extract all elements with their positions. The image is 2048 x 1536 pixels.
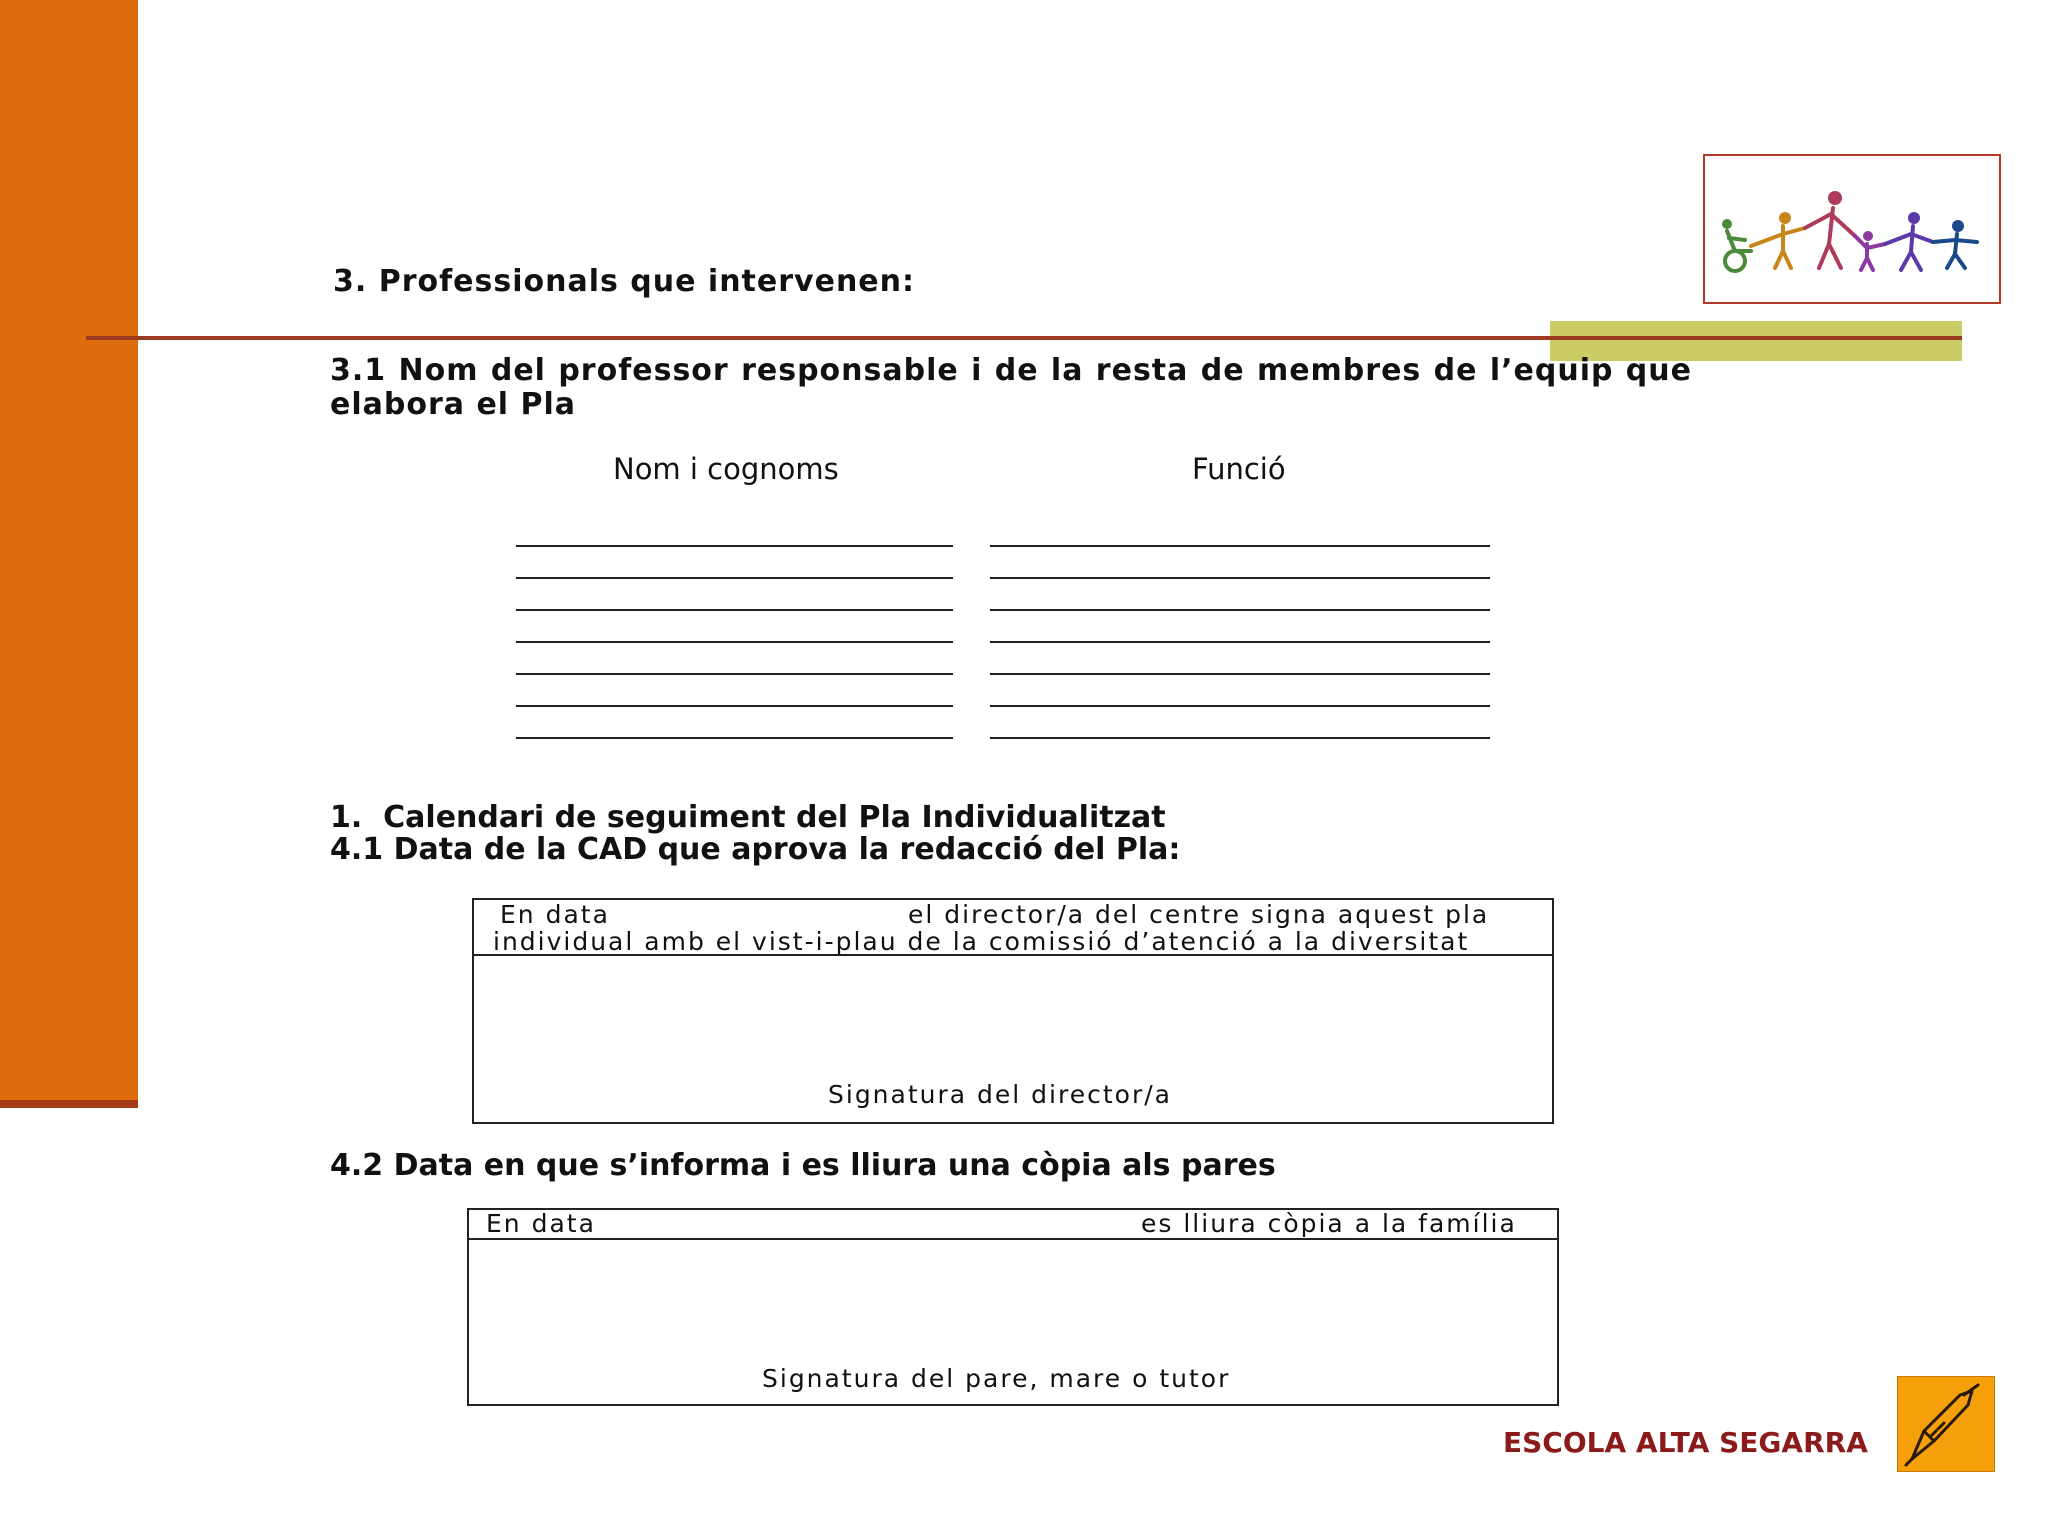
function-blank-line[interactable] bbox=[990, 737, 1490, 739]
director-signature-box bbox=[472, 898, 1554, 1124]
function-blank-line[interactable] bbox=[990, 705, 1490, 707]
director-box-header bbox=[474, 900, 1552, 956]
section-3-1-title: 3.1 Nom del professor responsable i de la resta de membres de l’equip que elabora el Pla bbox=[330, 353, 1692, 422]
column-header-function: Funció bbox=[1192, 452, 1286, 486]
function-blank-line[interactable] bbox=[990, 577, 1490, 579]
director-signature-label: Signatura del director/a bbox=[828, 1080, 1172, 1109]
function-blank-line[interactable] bbox=[990, 609, 1490, 611]
calendar-title: 1. Calendari de seguiment del Pla Individualitzat bbox=[330, 800, 1166, 835]
director-statement-line2: individual amb el vist-i-plau de la comissió d’atenció a la diversitat bbox=[493, 927, 1470, 956]
director-statement-line1: el director/a del centre signa aquest pla bbox=[908, 900, 1490, 929]
name-blank-line[interactable] bbox=[516, 705, 953, 707]
school-logo-icon bbox=[1897, 1376, 1995, 1472]
name-blank-line[interactable] bbox=[516, 609, 953, 611]
header-rule-overlay bbox=[1550, 336, 1962, 340]
school-name: ESCOLA ALTA SEGARRA bbox=[1503, 1426, 1868, 1459]
name-blank-line[interactable] bbox=[516, 673, 953, 675]
name-blank-line[interactable] bbox=[516, 577, 953, 579]
name-blank-line[interactable] bbox=[516, 641, 953, 643]
sidebar-base bbox=[0, 1100, 138, 1108]
parent-signature-label: Signatura del pare, mare o tutor bbox=[762, 1364, 1231, 1393]
parent-signature-box bbox=[467, 1208, 1559, 1406]
function-blank-line[interactable] bbox=[990, 545, 1490, 547]
en-data-label: En data bbox=[486, 1209, 596, 1238]
parent-box-header bbox=[469, 1210, 1557, 1240]
name-blank-line[interactable] bbox=[516, 545, 953, 547]
function-blank-line[interactable] bbox=[990, 673, 1490, 675]
family-figures-icon bbox=[1703, 154, 2001, 304]
column-header-name: Nom i cognoms bbox=[613, 452, 839, 486]
section-3-title: 3. Professionals que intervenen: bbox=[333, 264, 916, 299]
function-blank-line[interactable] bbox=[990, 641, 1490, 643]
copy-delivered-label: es lliura còpia a la família bbox=[1141, 1209, 1517, 1238]
section-4-1-title: 4.1 Data de la CAD que aprova la redacció del Pla: bbox=[330, 832, 1181, 867]
section-4-2-title: 4.2 Data en que s’informa i es lliura una còpia als pares bbox=[330, 1148, 1276, 1183]
sidebar-bar bbox=[0, 0, 138, 1100]
en-data-label: En data bbox=[500, 900, 610, 929]
name-blank-line[interactable] bbox=[516, 737, 953, 739]
